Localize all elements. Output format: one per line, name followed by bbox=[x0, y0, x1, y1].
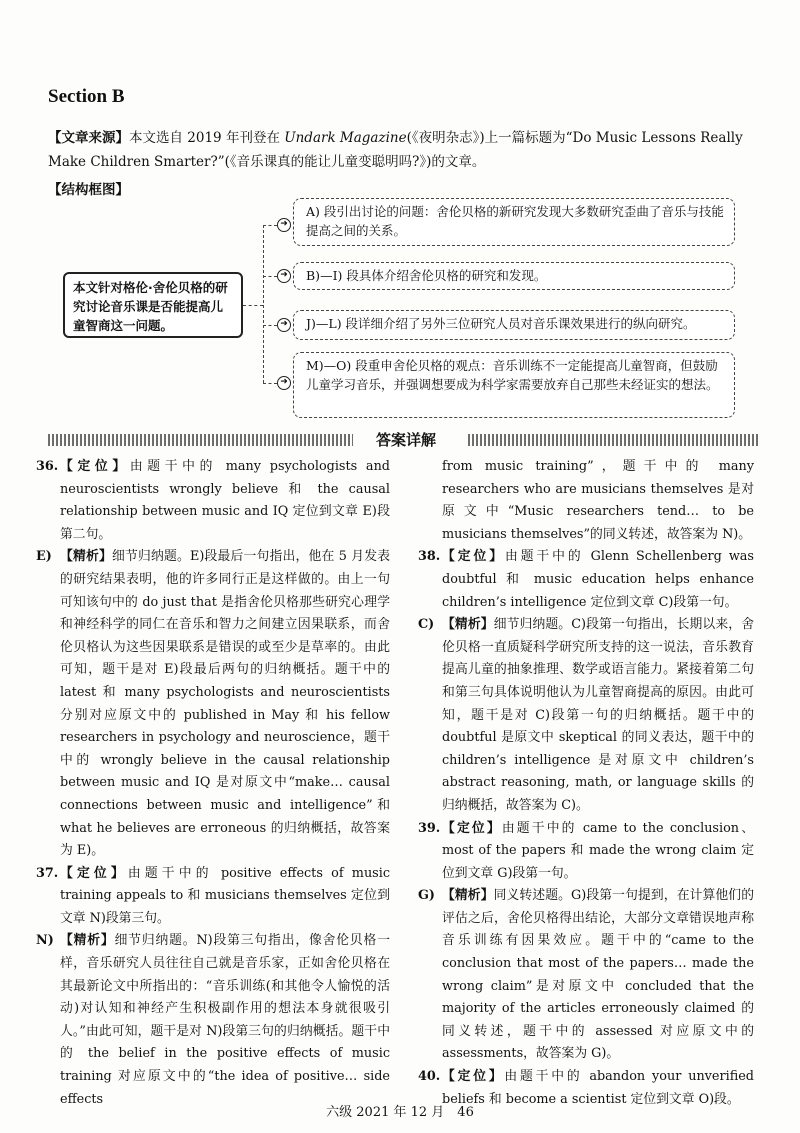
item-text: 细节归纳题。C)段第一句指出，长期以来，舍伦贝格一直质疑科学研究所支持的这一说法，音乐教育提高儿童的抽象推理、数学或语言能力。紧接着第二句和第三句具体说明他认为儿童智商提高的原因。由此可知，题干是对 C)段第一句的归纳概括。题干中的 doubtful 是原文中 skeptical 的同义表达，题干中的 children’s intelligence 是对原文中 children’s abstract reasoning, math, or language skills 的归纳概括，故答案为 C)。 bbox=[442, 617, 754, 813]
framework-branch-2: B)—I) 段具体介绍舍伦贝格的研究和发现。 bbox=[293, 262, 735, 290]
answer-item bbox=[36, 930, 390, 1111]
hatch-divider bbox=[48, 434, 353, 446]
framework-branch-4: M)—O) 段重申舍伦贝格的观点：音乐训练不一定能提高儿童智商，但鼓励儿童学习音乐，并强调想要成为科学家需要放弃自己那些未经证实的想法。 bbox=[293, 352, 735, 418]
source-text-a: 本文选自 2019 年刊登在 bbox=[129, 130, 285, 146]
item-number: 39. bbox=[418, 820, 441, 836]
connector-line bbox=[263, 383, 277, 384]
item-text: from music training”，题干中的 many researchers who are musicians themselves 是对原文中“Music researchers tend… to be musicians themselves”的同义转述，故答案为 N)。 bbox=[442, 459, 754, 542]
item-tag: 【定位】 bbox=[60, 865, 128, 881]
item-letter: G) bbox=[418, 888, 435, 904]
item-letter: C) bbox=[418, 617, 435, 633]
item-tag: 【精析】 bbox=[60, 549, 112, 565]
connector-line bbox=[263, 225, 277, 226]
item-number: 40. bbox=[418, 1069, 441, 1085]
connector-line bbox=[243, 305, 263, 306]
answer-column-right bbox=[418, 456, 754, 1111]
source-text-b: (《夜明杂志》)上一篇标题为“Do Music Lessons Really Make Children Smarter?”(《音乐课真的能让儿童变聪明吗?》)的文章。 bbox=[48, 130, 743, 170]
item-tag: 【精析】 bbox=[60, 933, 115, 949]
trunk-line bbox=[263, 225, 264, 383]
framework-branch-1: A) 段引出讨论的问题：舍伦贝格的新研究发现大多数研究歪曲了音乐与技能提高之间的关系。 bbox=[293, 198, 735, 246]
item-number: 37. bbox=[36, 865, 59, 881]
section-title: Section B bbox=[48, 86, 125, 107]
answer-item bbox=[418, 614, 754, 817]
source-paragraph bbox=[48, 126, 758, 174]
magazine-name: Undark Magazine bbox=[284, 130, 407, 146]
item-number: 36. bbox=[36, 459, 59, 474]
framework-center-box: 本文针对格伦·舍伦贝格的研究讨论音乐课是否能提高儿童智商这一问题。 bbox=[63, 272, 243, 338]
item-text: 由题干中的 abandon your unverified beliefs 和 become a scientist 定位到文章 O)段。 bbox=[442, 1069, 754, 1107]
item-text: 由题干中的 many psychologists and neuroscientists wrongly believe 和 the causal relationship between music and IQ 定位到文章 E)段第二句。 bbox=[60, 459, 390, 542]
item-number: 38. bbox=[418, 549, 441, 565]
item-tag: 【定位】 bbox=[60, 459, 130, 474]
connector-line bbox=[263, 276, 277, 277]
answer-column-left bbox=[36, 456, 390, 1111]
item-text: 由题干中的 positive effects of music training appeals to 和 musicians themselves 定位到文章 N)段第三句。 bbox=[60, 865, 391, 926]
item-text: 同义转述题。G)段第一句提到，在计算他们的评估之后，舍伦贝格得出结论，大部分文章错误地声称音乐训练有因果效应。题干中的“came to the conclusion that most of the papers… made the wrong claim”是对原文中 concluded that the majority of the articles erroneously claimed 的同义转述，题干中的 assessed 对应原文中的 assessments，故答案为 G)。 bbox=[442, 888, 755, 1062]
item-tag: 【定位】 bbox=[442, 1069, 505, 1085]
answer-item bbox=[418, 818, 754, 886]
item-text: 细节归纳题。E)段最后一句指出，他在 5 月发表的研究结果表明，他的许多同行正是这样做的。由上一句可知该句中的 do just that 是指舍伦贝格那些研究心理学和神经科学的同仁在音乐和智力之间建立因果联系，而舍伦贝格认为这些因果联系是错误的或至少是草率的。由此可知，题干是对 E)段最后两句的归纳概括。题干中的 latest 和 many psychologists and neuroscientists 分别对应原文中的 published in May 和 his fellow researchers in psychology and neuroscience，题干中的 wrongly believe in the causal relationship between music and IQ 是对原文中“make… causal connections between music and intelligence”和 what he believes are erroneous 的归纳概括，故答案为 E)。 bbox=[60, 549, 390, 859]
answer-item bbox=[36, 456, 390, 546]
arrow-icon: ➜ bbox=[277, 218, 291, 232]
item-text: 由题干中的 came to the conclusion、most of the papers 和 made the wrong claim 定位到文章 G)段第一句。 bbox=[442, 820, 754, 881]
answer-item bbox=[36, 863, 390, 931]
arrow-icon: ➜ bbox=[277, 318, 291, 332]
item-text: 细节归纳题。N)段第三句指出，像舍伦贝格一样，音乐研究人员往往自己就是音乐家，正如舍伦贝格在其最新论文中所指出的：“音乐训练(和其他令人愉悦的活动)对认知和神经产生积极副作用的想法本身就很吸引人。”由此可知，题干是对 N)段第三句的归纳概括。题干中的 the belief in the positive effects of music training 对应原文中的“the idea of positive… side effects bbox=[60, 933, 390, 1107]
item-tag: 【定位】 bbox=[442, 820, 502, 836]
framework-tag: 【结构框图】 bbox=[48, 182, 129, 198]
answer-item bbox=[36, 546, 390, 862]
item-tag: 【定位】 bbox=[442, 549, 505, 565]
item-letter: N) bbox=[36, 933, 54, 949]
answer-item bbox=[418, 885, 754, 1066]
page-footer: 六级 2021 年 12 月 46 bbox=[326, 1105, 474, 1120]
answer-item bbox=[418, 546, 754, 614]
item-tag: 【精析】 bbox=[442, 617, 494, 633]
source-tag: 【文章来源】 bbox=[48, 130, 129, 146]
hatch-divider bbox=[468, 434, 758, 446]
arrow-icon: ➜ bbox=[277, 269, 291, 283]
item-tag: 【精析】 bbox=[442, 888, 494, 904]
answer-header-bar bbox=[48, 431, 758, 449]
arrow-icon: ➜ bbox=[277, 376, 291, 390]
item-letter: E) bbox=[36, 549, 52, 565]
connector-line bbox=[263, 325, 277, 326]
item-text: 由题干中的 Glenn Schellenberg was doubtful 和 music education helps enhance children’s intelligence 定位到文章 C)段第一句。 bbox=[442, 549, 754, 610]
framework-branch-3: J)—L) 段详细介绍了另外三位研究人员对音乐课效果进行的纵向研究。 bbox=[293, 310, 735, 340]
answer-header-title: 答案详解 bbox=[366, 429, 446, 450]
answer-item bbox=[418, 456, 754, 546]
